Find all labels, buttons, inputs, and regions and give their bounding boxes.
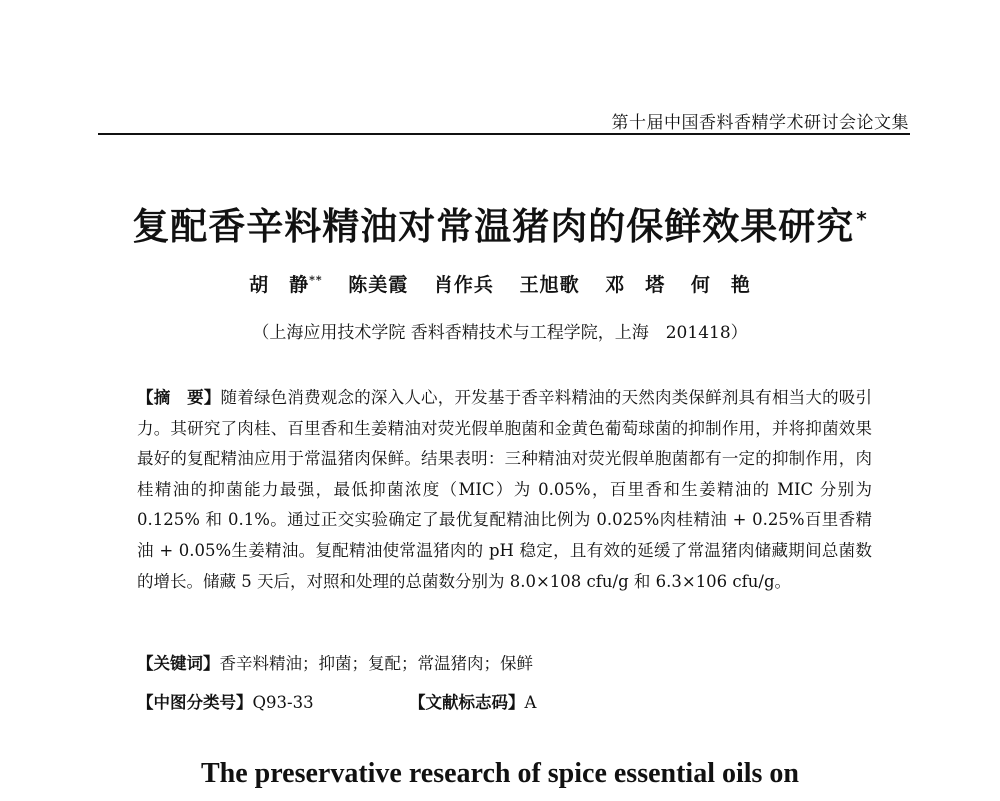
keywords bbox=[137, 650, 533, 674]
abstract bbox=[137, 383, 872, 597]
clc-code bbox=[137, 693, 314, 712]
author-name: 肖作兵 bbox=[433, 274, 494, 296]
doc-label: 【文献标志码】 bbox=[409, 693, 525, 712]
abstract-label: 【摘 要】 bbox=[137, 388, 221, 407]
author-first bbox=[249, 274, 323, 296]
classification-line bbox=[137, 689, 872, 713]
title-footnote-mark: * bbox=[856, 206, 868, 231]
document-code bbox=[409, 689, 536, 713]
keywords-text: 香辛料精油；抑菌；复配；常温猪肉；保鲜 bbox=[219, 654, 533, 673]
author-name: 陈美霞 bbox=[348, 274, 409, 296]
author-name: 胡 静 bbox=[249, 274, 310, 296]
doc-value: A bbox=[524, 693, 537, 712]
header-rule bbox=[98, 133, 910, 135]
english-title: The preservative research of spice essential oils on bbox=[200, 758, 800, 789]
abstract-text: 随着绿色消费观念的深入人心，开发基于香辛料精油的天然肉类保鲜剂具有相当大的吸引力。其研究了肉桂、百里香和生姜精油对荧光假单胞菌和金黄色葡萄球菌的抑制作用，并将抑菌效果最好的复配精油应用于常温猪肉保鲜。结果表明：三种精油对荧光假单胞菌都有一定的抑制作用，肉桂精油的抑菌能力最强，最低抑菌浓度（MIC）为 0.05%，百里香和生姜精油的 MIC 分别为 0.125% 和 0.1%。通过正交实验确定了最优复配精油比例为 0.025%肉桂精油 + 0.25%百里香精油 + 0.05%生姜精油。复配精油使常温猪肉的 pH 稳定，且有效的延缓了常温猪肉储藏期间总菌数的增长。储藏 5 天后，对照和处理的总菌数分别为 8.0×108 cfu/g 和 6.3×106 cfu/g。 bbox=[137, 388, 873, 591]
clc-value: Q93-33 bbox=[252, 693, 314, 712]
clc-label: 【中图分类号】 bbox=[137, 693, 253, 712]
affiliation: （上海应用技术学院 香料香精技术与工程学院，上海 201418） bbox=[252, 323, 748, 343]
keywords-label: 【关键词】 bbox=[137, 654, 220, 673]
author-name: 何 艳 bbox=[690, 274, 751, 296]
author-list bbox=[0, 270, 1000, 297]
running-head: 第十届中国香料香精学术研讨会论文集 bbox=[611, 113, 909, 133]
paper-title-text: 复配香辛料精油对常温猪肉的保鲜效果研究 bbox=[132, 205, 855, 248]
author-name: 邓 塔 bbox=[605, 274, 666, 296]
paper-title bbox=[0, 196, 1000, 250]
author-name: 王旭歌 bbox=[519, 274, 580, 296]
corresponding-author-mark: ** bbox=[309, 273, 323, 287]
